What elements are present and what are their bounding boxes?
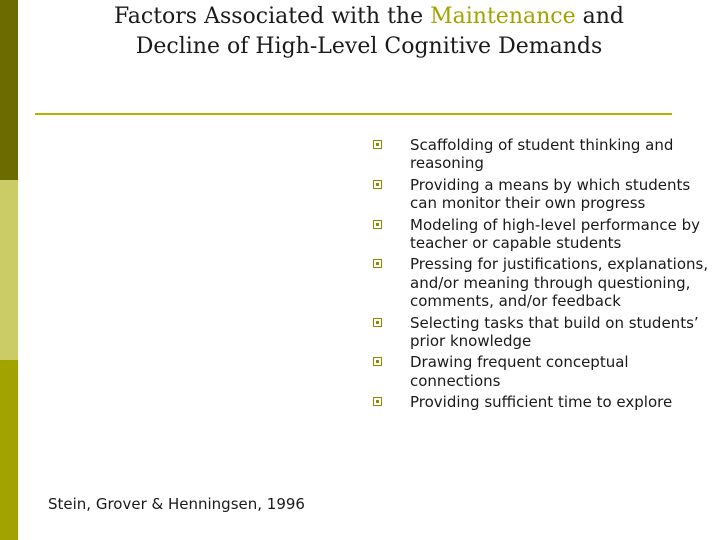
list-item [373,393,713,411]
square-bullet-icon [373,397,382,406]
list-item-text: Providing a means by which students can monitor their own progress [410,175,691,213]
square-bullet-icon [373,318,382,327]
square-bullet-icon [373,140,382,149]
square-bullet-icon [373,259,382,268]
list-item [373,255,713,310]
square-bullet-icon [373,220,382,229]
citation: Stein, Grover & Henningsen, 1996 [48,495,305,513]
title-line-1-end: and [575,4,624,29]
square-bullet-icon [373,180,382,189]
list-item-text: Scaffolding of student thinking and reasoning [410,136,674,173]
list-item-text: Selecting tasks that build on students’ prior knowledge [410,313,699,351]
bullet-list [373,136,713,415]
list-item [373,216,713,253]
list-item-text: Modeling of high-level performance by teacher or capable students [410,215,701,253]
title-highlight-word: Maintenance [430,4,576,29]
list-item [373,176,713,213]
list-item-text: Providing sufficient time to explore [410,393,673,412]
list-item [373,314,713,351]
list-item [373,353,713,390]
title-line-1-start: Factors Associated with the [113,4,431,29]
title-divider [35,113,672,115]
list-item [373,136,713,173]
left-bar-bottom-segment [0,360,18,540]
slide-title [18,2,720,62]
title-line-1 [18,2,720,32]
list-item-text: Pressing for justifications, explanations, and/or meaning through questioning, comments, and/or feedback [410,255,709,311]
left-decorative-bar [0,0,18,540]
left-bar-top-segment [0,0,18,180]
square-bullet-icon [373,357,382,366]
left-bar-middle-segment [0,180,18,360]
list-item-text: Drawing frequent conceptual connections [410,353,629,390]
title-line-2: Decline of High-Level Cognitive Demands [135,34,603,59]
